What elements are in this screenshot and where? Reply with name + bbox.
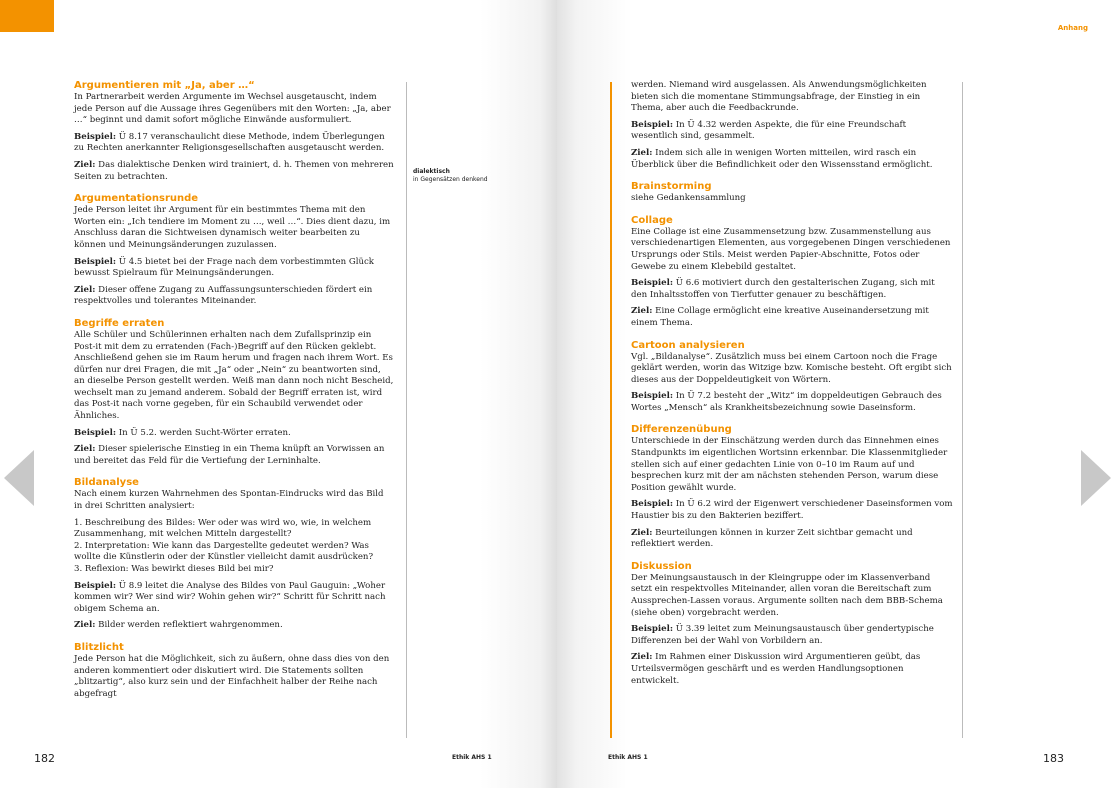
section-cartoon-analysieren — [631, 340, 953, 415]
section-heading: Diskussion — [631, 560, 692, 572]
section-body: Jede Person leitet ihr Argument für ein bestimmtes Thema mit den Worten ein: „Ich tendiere im Moment zu …, weil …“. Dies dient dazu, im Anschluss daran die Sichtweisen dynamisch weiter bearbeiten zu können und Meinungsänderungen zuzulassen. — [74, 205, 391, 250]
section-body: Nach einem kurzen Wahrnehmen des Spontan-Eindrucks wird das Bild in drei Schritten analysiert: — [74, 489, 384, 512]
orange-margin-rule — [610, 82, 612, 738]
right-page — [557, 0, 1116, 788]
section-example: Beispiel: Ü 3.39 leitet zum Meinungsaustausch über gendertypische Differenzen bei der Wahl von Vorbildern an. — [631, 624, 934, 646]
chevron-left-icon[interactable] — [4, 450, 34, 506]
section-brainstorming — [631, 181, 953, 205]
section-example: Beispiel: In Ü 7.2 besteht der „Witz“ im doppeldeutigen Gebrauch des Wortes „Mensch“ als Krankheitsbezeichnung sowie Daseinsform. — [631, 391, 942, 413]
section-example: Beispiel: In Ü 6.2 wird der Eigenwert verschiedener Daseinsformen vom Haustier bis zu den Bakterien beziffert. — [631, 499, 953, 522]
section-body: Jede Person hat die Möglichkeit, sich zu äußern, ohne dass dies von den anderen kommentiert oder diskutiert wird. Die Statements sollten „blitzartig“, also kurz sein und der Einfachheit halber der Reihe nach abgefragt — [74, 653, 390, 699]
section-goal: Ziel: Eine Collage ermöglicht eine kreative Auseinandersetzung mit einem Thema. — [631, 306, 929, 328]
running-header: Anhang — [1057, 24, 1088, 32]
section-heading: Begriffe erraten — [74, 317, 165, 329]
section-diskussion — [631, 561, 953, 687]
section-blitzlicht-continued — [631, 80, 953, 171]
left-page — [0, 0, 557, 788]
glossary-definition: in Gegensätzen denkend — [413, 176, 488, 183]
section-body: Unterschiede in der Einschätzung werden durch das Einnehmen eines Standpunkts im eigentlichen Wortsinn erkennbar. Die Klassenmitglieder stellen sich auf einer gedachten Linie von 0–10 im Raum auf und besprechen kurz mit der am nächsten stehenden Person, warum diese Position gewählt wurde. — [631, 436, 948, 493]
section-goal: Ziel: Das dialektische Denken wird trainiert, d. h. Themen von mehreren Seiten zu betrachten. — [74, 159, 394, 182]
section-body: In Partnerarbeit werden Argumente im Wechsel ausgetauscht, indem jede Person auf die Aussage ihres Gegenübers mit den Worten: „Ja, aber …“ beginnt und damit sofort mögliche Einwände ausformuliert. — [74, 92, 391, 126]
analysis-steps-list — [74, 518, 394, 576]
section-heading: Brainstorming — [631, 181, 712, 193]
section-heading: Collage — [631, 214, 673, 226]
section-example: Beispiel: Ü 6.6 motiviert durch den gestalterischen Zugang, sich mit den Inhaltsstoffen von Tierfutter genauer zu beschäftigen. — [631, 278, 935, 300]
margin-glossary-note — [413, 168, 513, 184]
page-number: 183 — [1043, 752, 1064, 765]
section-example: Beispiel: In Ü 4.32 werden Aspekte, die für eine Freundschaft wesentlich sind, gesammelt. — [631, 119, 907, 142]
orange-corner-tab — [0, 0, 54, 32]
section-argumentieren-ja-aber — [74, 80, 394, 183]
section-blitzlicht — [74, 642, 394, 700]
section-goal: Ziel: Dieser offene Zugang zu Auffassungsunterschieden fördert ein respektvolles und tolerantes Miteinander. — [74, 284, 373, 307]
page-number: 182 — [34, 752, 55, 765]
list-item: 3. Reflexion: Was bewirkt dieses Bild bei mir? — [74, 564, 274, 574]
column-divider — [962, 82, 963, 738]
section-differenzenuebung — [631, 424, 953, 550]
section-heading: Argumentieren mit „Ja, aber …“ — [74, 80, 255, 91]
left-page-content — [74, 80, 394, 710]
section-body: Der Meinungsaustausch in der Kleingruppe oder im Klassenverband setzt ein respektvolles Miteinander, allen voran die Bereitschaft zum Aussprechen-Lassen voraus. Argumente sollten nach dem BBB-Schema (siehe oben) vorgebracht werden. — [631, 572, 943, 618]
section-example: Beispiel: Ü 8.17 veranschaulicht diese Methode, indem Überlegungen zu Rechten anerkannter Religionsgesellschaften ausgetauscht werden. — [74, 131, 385, 154]
section-heading: Differenzenübung — [631, 424, 732, 436]
section-goal: Ziel: Indem sich alle in wenigen Worten mitteilen, wird rasch ein Überblick über die Befindlichkeit oder den Wissensstand ermöglicht. — [631, 147, 933, 170]
section-body: werden. Niemand wird ausgelassen. Als Anwendungsmöglichkeiten bieten sich die momentane Stimmungsabfrage, der Einstieg in ein Thema, aber auch die Feedbackrunde. — [631, 80, 927, 114]
section-goal: Ziel: Beurteilungen können in kurzer Zeit sichtbar gemacht und reflektiert werden. — [631, 527, 913, 550]
section-heading: Bildanalyse — [74, 477, 139, 489]
section-goal: Ziel: Dieser spielerische Einstieg in ein Thema knüpft an Vorwissen an und bereitet das Feld für die Vertiefung der Lerninhalte. — [74, 444, 385, 466]
section-begriffe-erraten — [74, 318, 394, 468]
column-divider — [406, 82, 407, 738]
section-example: Beispiel: Ü 4.5 bietet bei der Frage nach dem vorbestimmten Glück bewusst Spielraum für Meinungsänderungen. — [74, 256, 375, 279]
section-body: Eine Collage ist eine Zusammensetzung bzw. Zusammenstellung aus verschiedenartigen Elementen, aus vorgegebenen Dingen verschiedenen Ursprungs oder Stils. Meist werden Papier-Abschnitte, Fotos oder Gewebe zu einem Klebebild gestaltet. — [631, 226, 951, 272]
section-goal: Ziel: Im Rahmen einer Diskussion wird Argumentieren geübt, das Urteilsvermögen geschärft und es werden Handlungsoptionen entwickelt. — [631, 652, 921, 686]
section-example: Beispiel: Ü 8.9 leitet die Analyse des Bildes von Paul Gauguin: „Woher kommen wir? Wer sind wir? Wohin gehen wir?“ Schritt für Schritt nach obigem Schema an. — [74, 580, 386, 614]
section-argumentationsrunde — [74, 193, 394, 308]
page-footer: Ethik AHS 1 — [452, 754, 492, 761]
section-goal: Ziel: Bilder werden reflektiert wahrgenommen. — [74, 620, 283, 631]
section-body: Vgl. „Bildanalyse“. Zusätzlich muss bei einem Cartoon noch die Frage geklärt werden, worin das Witzige bzw. Komische besteht. Oft ergibt sich dieses aus der Doppeldeutigkeit von Wörtern. — [631, 351, 952, 385]
right-page-content — [631, 80, 953, 697]
section-body: Alle Schüler und Schülerinnen erhalten nach dem Zufallsprinzip ein Post-it mit dem zu erratenden (Fach-)Begriff auf den Rücken geklebt. Anschließend gehen sie im Raum herum und fragen nach ihrem Wort. Es dürfen nur drei Fragen, die mit „Ja“ oder „Nein“ zu beantworten sind, an dieselbe Person gestellt werden. Weiß man dann noch nicht Bescheid, wechselt man zu jemand anderem. Sobald der Begriff erraten ist, wird das Post-it nach vorne gegeben, für ein Schaubild verwendet oder Ähnliches. — [74, 329, 394, 422]
section-bildanalyse — [74, 477, 394, 632]
section-example: Beispiel: In Ü 5.2. werden Sucht-Wörter erraten. — [74, 427, 291, 438]
page-footer: Ethik AHS 1 — [608, 754, 648, 761]
list-item: 2. Interpretation: Wie kann das Dargestellte gedeutet werden? Was wollte die Künstlerin oder der Künstler vielleicht damit ausdrücken? — [74, 540, 374, 563]
section-heading: Cartoon analysieren — [631, 339, 745, 351]
list-item: 1. Beschreibung des Bildes: Wer oder was wird wo, wie, in welchem Zusammenhang, mit welchen Mitteln dargestellt? — [74, 517, 372, 540]
section-heading: Blitzlicht — [74, 641, 124, 653]
glossary-term: dialektisch — [413, 168, 450, 175]
section-collage — [631, 215, 953, 330]
section-body: siehe Gedankensammlung — [631, 193, 746, 204]
section-heading: Argumentationsrunde — [74, 193, 199, 205]
chevron-right-icon[interactable] — [1081, 450, 1111, 506]
